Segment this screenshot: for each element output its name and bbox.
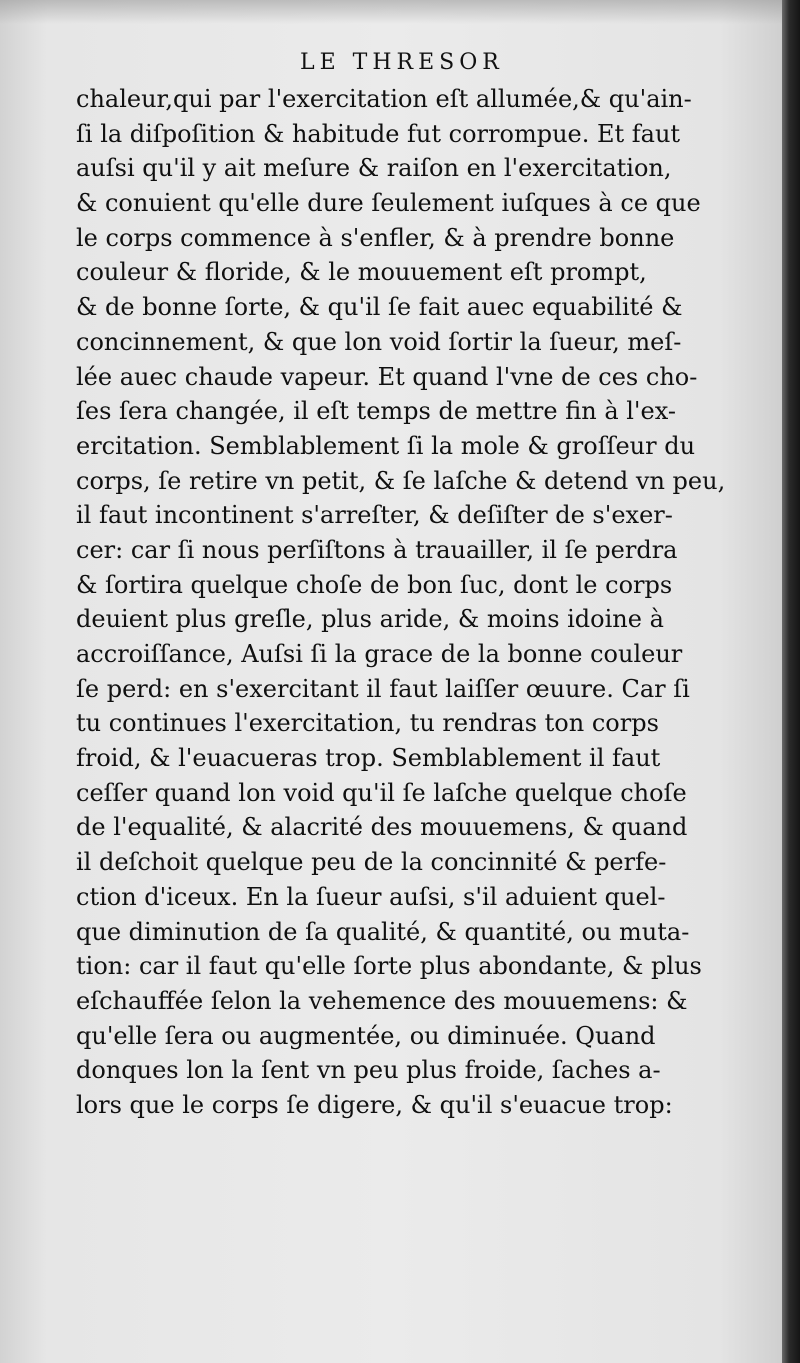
text-line: corps, ſe retire vn petit, & ſe laſche & detend vn peu, <box>76 466 726 495</box>
text-line: accroiſſance, Auſsi ſi la grace de la bonne couleur <box>76 640 683 668</box>
text-line: eſchauffée ſelon la vehemence des mouuemens: & <box>76 986 688 1015</box>
text-line: concinnement, & que lon void ſortir la ſueur, meſ- <box>76 327 682 356</box>
text-line: que diminution de ſa qualité, & quantité, ou muta- <box>76 917 690 946</box>
text-line: lée auec chaude vapeur. Et quand l'vne de ces cho- <box>76 362 698 391</box>
text-line: & ſortira quelque choſe de bon ſuc, dont le corps <box>76 570 673 599</box>
text-line: lors que le corps ſe digere, & qu'il s'euacue trop: <box>76 1090 673 1119</box>
text-line: ſes ſera changée, il eſt temps de mettre fin à l'ex- <box>76 397 676 426</box>
text-line: & de bonne ſorte, & qu'il ſe fait auec equabilité & <box>76 293 683 322</box>
body-text <box>76 82 766 1123</box>
text-line: il deſchoit quelque peu de la concinnité & perfe- <box>76 848 667 877</box>
text-line: & conuient qu'elle dure ſeulement iuſques à ce que <box>76 189 701 218</box>
page-top-shadow <box>0 0 782 24</box>
book-spine-shadow <box>782 0 800 1363</box>
text-line: chaleur,qui par l'exercitation eſt allumée,& qu'ain- <box>76 85 692 113</box>
text-line: de l'equalité, & alacrité des mouuemens, & quand <box>76 813 688 842</box>
text-line: auſsi qu'il y ait meſure & raiſon en l'exercitation, <box>76 154 672 183</box>
text-line: deuient plus greſle, plus aride, & moins idoine à <box>76 605 664 634</box>
text-line: ercitation. Semblablement ſi la mole & groſſeur du <box>76 431 696 460</box>
text-line: ſi la diſpoſition & habitude fut corrompue. Et faut <box>76 119 681 148</box>
text-line: couleur & floride, & le mouuement eſt prompt, <box>76 258 647 287</box>
text-line: le corps commence à s'enfler, & à prendre bonne <box>76 223 675 252</box>
text-line: froid, & l'euacueras trop. Semblablement il faut <box>76 744 661 773</box>
text-line: qu'elle ſera ou augmentée, ou diminuée. Quand <box>76 1021 656 1050</box>
text-line: il faut incontinent s'arreſter, & deſiſter de s'exer- <box>76 501 673 530</box>
text-line: donques lon la ſent vn peu plus froide, ſaches a- <box>76 1056 661 1085</box>
text-line: ceſſer quand lon void qu'il ſe laſche quelque choſe <box>76 778 687 807</box>
text-line: tu continues l'exercitation, tu rendras ton corps <box>76 709 659 738</box>
running-head: LE THRESOR <box>300 50 504 75</box>
text-line: cer: car ſi nous perſiſtons à trauailler, il ſe perdra <box>76 535 678 564</box>
text-line: ſe perd: en s'exercitant il faut laiſſer œuure. Car ſi <box>76 674 690 703</box>
text-line: tion: car il faut qu'elle ſorte plus abondante, & plus <box>76 952 702 981</box>
text-line: ction d'iceux. En la ſueur auſsi, s'il aduient quel- <box>76 882 666 911</box>
